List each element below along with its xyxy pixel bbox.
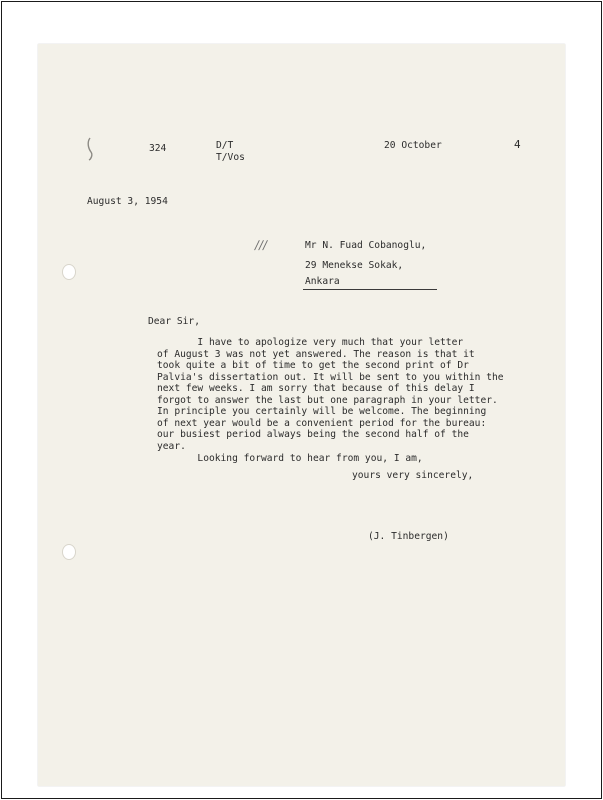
letter-date: August 3, 1954 [87,196,168,207]
signature-name: (J. Tinbergen) [368,531,449,542]
body-line-8: of next year would be a convenient period for the bureau: [157,418,487,429]
staple-mark-icon [84,136,96,162]
recipient-name: Mr N. Fuad Cobanoglu, [305,240,427,251]
body-line-7: In principle you certainly will be welcome. The beginning [157,406,487,417]
closing: yours very sincerely, [352,470,474,481]
punch-hole-bottom [62,544,76,560]
body-line-2: of August 3 was not yet answered. The reason is that it [157,349,475,360]
body-line-4: Palvia's dissertation out. It will be sent to you within the [157,372,504,383]
salutation: Dear Sir, [148,316,200,327]
body-line-11: Looking forward to hear from you, I am, [157,453,423,464]
body-line-1: I have to apologize very much that your letter [157,337,464,348]
punch-hole-top [62,264,76,280]
body-line-9: our busiest period always being the second half of the [157,429,469,440]
page-number: 4 [514,138,521,151]
body-line-10: year. [157,441,186,452]
pencil-mark: /// [253,238,269,252]
initials-top: D/T [216,140,234,151]
reference-number: 324 [149,143,167,154]
body-line-5: next few weeks. I am sorry that because of this delay I [157,383,475,394]
address-underline [303,289,437,290]
initials-bottom: T/Vos [216,152,245,163]
body-line-3: took quite a bit of time to get the second print of Dr [157,360,469,371]
received-date: 20 October [384,140,442,151]
recipient-city: Ankara [305,276,340,287]
body-line-6: forgot to answer the last but one paragraph in your letter. [157,395,498,406]
recipient-street: 29 Menekse Sokak, [305,260,404,271]
